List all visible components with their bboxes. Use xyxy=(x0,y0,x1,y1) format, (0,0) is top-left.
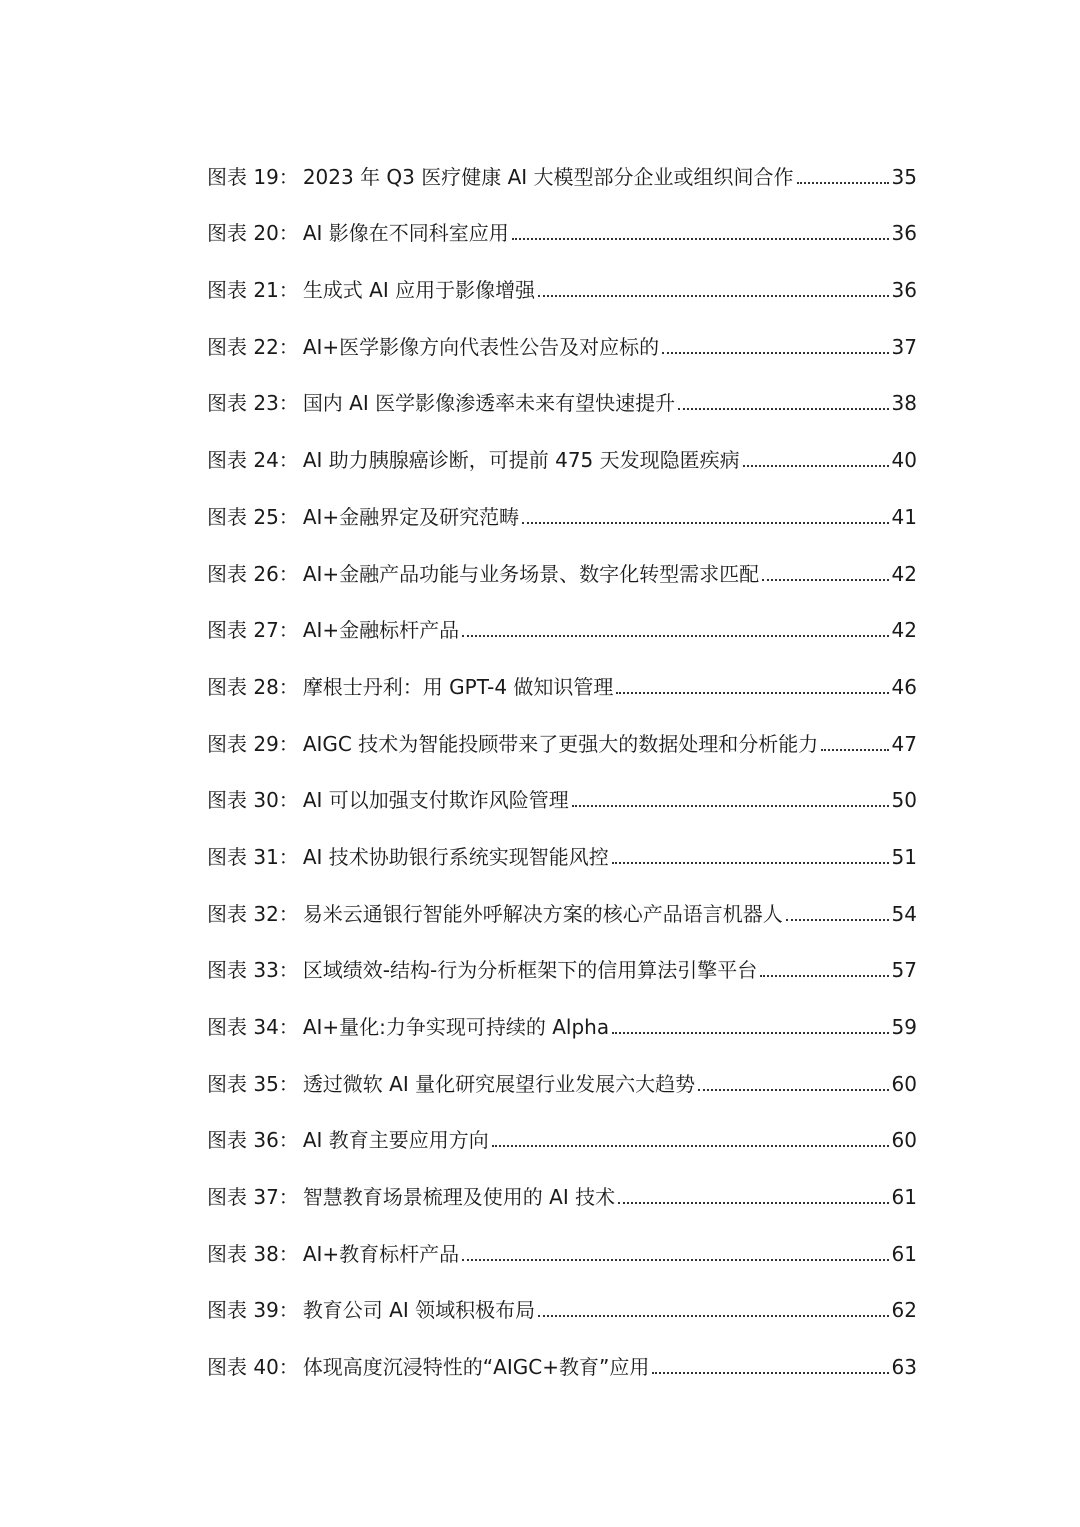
dot-leader xyxy=(762,579,888,581)
toc-entry-label: 图表 40： xyxy=(207,1355,299,1380)
toc-entry[interactable] xyxy=(207,926,917,983)
toc-entry[interactable] xyxy=(207,699,917,756)
toc-entry-label: 图表 34： xyxy=(207,1015,299,1039)
dot-leader xyxy=(743,465,889,467)
toc-entry-title: 2023 年 Q3 医疗健康 AI 大模型部分企业或组织间合作 xyxy=(302,164,794,189)
toc-entry-title: 区域绩效-结构-行为分析框架下的信用算法引擎平台 xyxy=(302,958,758,983)
toc-entry-label: 图表 22： xyxy=(207,334,299,359)
toc-entry-label: 图表 24： xyxy=(207,448,299,473)
toc-entry-label: 图表 26： xyxy=(207,561,299,586)
toc-entry-label: 图表 38： xyxy=(207,1241,299,1266)
dot-leader xyxy=(462,635,888,637)
toc-entry-page-number: 60 xyxy=(891,1071,917,1096)
toc-entry-page-number: 47 xyxy=(891,731,917,756)
toc-entry-page-number: 40 xyxy=(891,448,917,473)
toc-entry-title: 生成式 AI 应用于影像增强 xyxy=(302,278,536,303)
toc-entry-page-number: 36 xyxy=(891,278,917,303)
toc-entry-title: AI+量化:力争实现可持续的 Alpha xyxy=(302,1015,610,1039)
dot-leader xyxy=(462,1259,888,1261)
toc-entry-title: AI+金融标杆产品 xyxy=(302,618,460,643)
toc-entry[interactable] xyxy=(207,132,917,189)
toc-entry-title: 体现高度沉浸特性的“AIGC+教育”应用 xyxy=(302,1355,650,1380)
toc-entry[interactable] xyxy=(207,302,917,359)
toc-entry-page-number: 41 xyxy=(891,504,917,529)
dot-leader xyxy=(698,1089,888,1091)
dot-leader xyxy=(612,862,889,864)
dot-leader xyxy=(612,1032,888,1034)
toc-entry-page-number: 51 xyxy=(891,844,917,869)
toc-entry[interactable] xyxy=(207,982,917,1039)
toc-entry[interactable] xyxy=(207,245,917,302)
toc-entry-label: 图表 35： xyxy=(207,1071,299,1096)
toc-entry-title: 摩根士丹利：用 GPT-4 做知识管理 xyxy=(302,674,614,699)
dot-leader xyxy=(662,352,888,354)
toc-entry-title: AI 技术协助银行系统实现智能风控 xyxy=(302,844,609,869)
toc-entry[interactable] xyxy=(207,189,917,246)
dot-leader xyxy=(678,408,888,410)
toc-entry-label: 图表 29： xyxy=(207,731,299,756)
toc-entry-label: 图表 33： xyxy=(207,958,299,983)
toc-entry-title: 国内 AI 医学影像渗透率未来有望快速提升 xyxy=(302,391,676,416)
dot-leader xyxy=(512,238,889,240)
toc-entry-page-number: 61 xyxy=(891,1241,917,1266)
toc-entry-label: 图表 39： xyxy=(207,1298,299,1323)
dot-leader xyxy=(760,975,888,977)
toc-entry-page-number: 42 xyxy=(891,618,917,643)
toc-entry-page-number: 62 xyxy=(891,1298,917,1323)
toc-entry-page-number: 59 xyxy=(891,1015,917,1039)
toc-entry-title: 智慧教育场景梳理及使用的 AI 技术 xyxy=(302,1185,616,1210)
toc-entry-title: AI 影像在不同科室应用 xyxy=(302,221,509,246)
toc-entry-page-number: 57 xyxy=(891,958,917,983)
toc-entry[interactable] xyxy=(207,869,917,926)
dot-leader xyxy=(522,522,888,524)
toc-entry-page-number: 54 xyxy=(891,901,917,926)
toc-entry-label: 图表 27： xyxy=(207,618,299,643)
toc-entry[interactable] xyxy=(207,415,917,472)
toc-entry[interactable] xyxy=(207,586,917,643)
toc-entry-title: AI+医学影像方向代表性公告及对应标的 xyxy=(302,334,660,359)
toc-entry[interactable] xyxy=(207,1152,917,1209)
toc-entry[interactable] xyxy=(207,1039,917,1096)
toc-entry-label: 图表 36： xyxy=(207,1128,299,1153)
toc-entry-title: AIGC 技术为智能投顾带来了更强大的数据处理和分析能力 xyxy=(302,731,819,756)
toc-entry-label: 图表 28： xyxy=(207,674,299,699)
dot-leader xyxy=(538,1315,888,1317)
toc-entry-label: 图表 30： xyxy=(207,788,299,813)
dot-leader xyxy=(618,1202,888,1204)
dot-leader xyxy=(492,1145,889,1147)
toc-entry[interactable] xyxy=(207,756,917,813)
toc-entry[interactable] xyxy=(207,359,917,416)
toc-entry-title: AI+金融界定及研究范畴 xyxy=(302,504,520,529)
toc-entry[interactable] xyxy=(207,472,917,529)
toc-entry-title: AI+金融产品功能与业务场景、数字化转型需求匹配 xyxy=(302,561,760,586)
toc-entry-page-number: 35 xyxy=(891,164,917,189)
toc-entry-title: 易米云通银行智能外呼解决方案的核心产品语言机器人 xyxy=(302,901,783,926)
dot-leader xyxy=(572,805,889,807)
toc-entry-page-number: 46 xyxy=(891,674,917,699)
dot-leader xyxy=(821,749,888,751)
toc-entry-title: AI 教育主要应用方向 xyxy=(302,1128,489,1153)
dot-leader xyxy=(538,295,888,297)
toc-entry-label: 图表 19： xyxy=(207,164,299,189)
table-of-figures xyxy=(207,132,917,1379)
toc-entry-page-number: 37 xyxy=(891,334,917,359)
toc-entry[interactable] xyxy=(207,1209,917,1266)
toc-entry[interactable] xyxy=(207,529,917,586)
toc-entry-page-number: 63 xyxy=(891,1355,917,1380)
toc-entry-label: 图表 31： xyxy=(207,844,299,869)
toc-entry[interactable] xyxy=(207,1266,917,1323)
toc-entry-label: 图表 37： xyxy=(207,1185,299,1210)
toc-entry-page-number: 60 xyxy=(891,1128,917,1153)
toc-entry-page-number: 42 xyxy=(891,561,917,586)
toc-entry-page-number: 50 xyxy=(891,788,917,813)
dot-leader xyxy=(786,919,889,921)
toc-entry-label: 图表 25： xyxy=(207,504,299,529)
toc-entry-label: 图表 21： xyxy=(207,278,299,303)
toc-entry-label: 图表 20： xyxy=(207,221,299,246)
dot-leader xyxy=(797,182,889,184)
dot-leader xyxy=(616,692,888,694)
dot-leader xyxy=(652,1372,888,1374)
toc-entry-title: AI 助力胰腺癌诊断，可提前 475 天发现隐匿疾病 xyxy=(302,448,740,473)
toc-entry[interactable] xyxy=(207,642,917,699)
toc-entry-title: 教育公司 AI 领域积极布局 xyxy=(302,1298,536,1323)
toc-entry-label: 图表 32： xyxy=(207,901,299,926)
toc-entry-title: AI 可以加强支付欺诈风险管理 xyxy=(302,788,569,813)
toc-entry[interactable] xyxy=(207,1322,917,1379)
toc-entry-title: 透过微软 AI 量化研究展望行业发展六大趋势 xyxy=(302,1071,696,1096)
toc-entry[interactable] xyxy=(207,1096,917,1153)
toc-entry-page-number: 36 xyxy=(891,221,917,246)
toc-entry-label: 图表 23： xyxy=(207,391,299,416)
toc-entry-title: AI+教育标杆产品 xyxy=(302,1241,460,1266)
toc-entry[interactable] xyxy=(207,812,917,869)
toc-entry-page-number: 38 xyxy=(891,391,917,416)
toc-entry-page-number: 61 xyxy=(891,1185,917,1210)
